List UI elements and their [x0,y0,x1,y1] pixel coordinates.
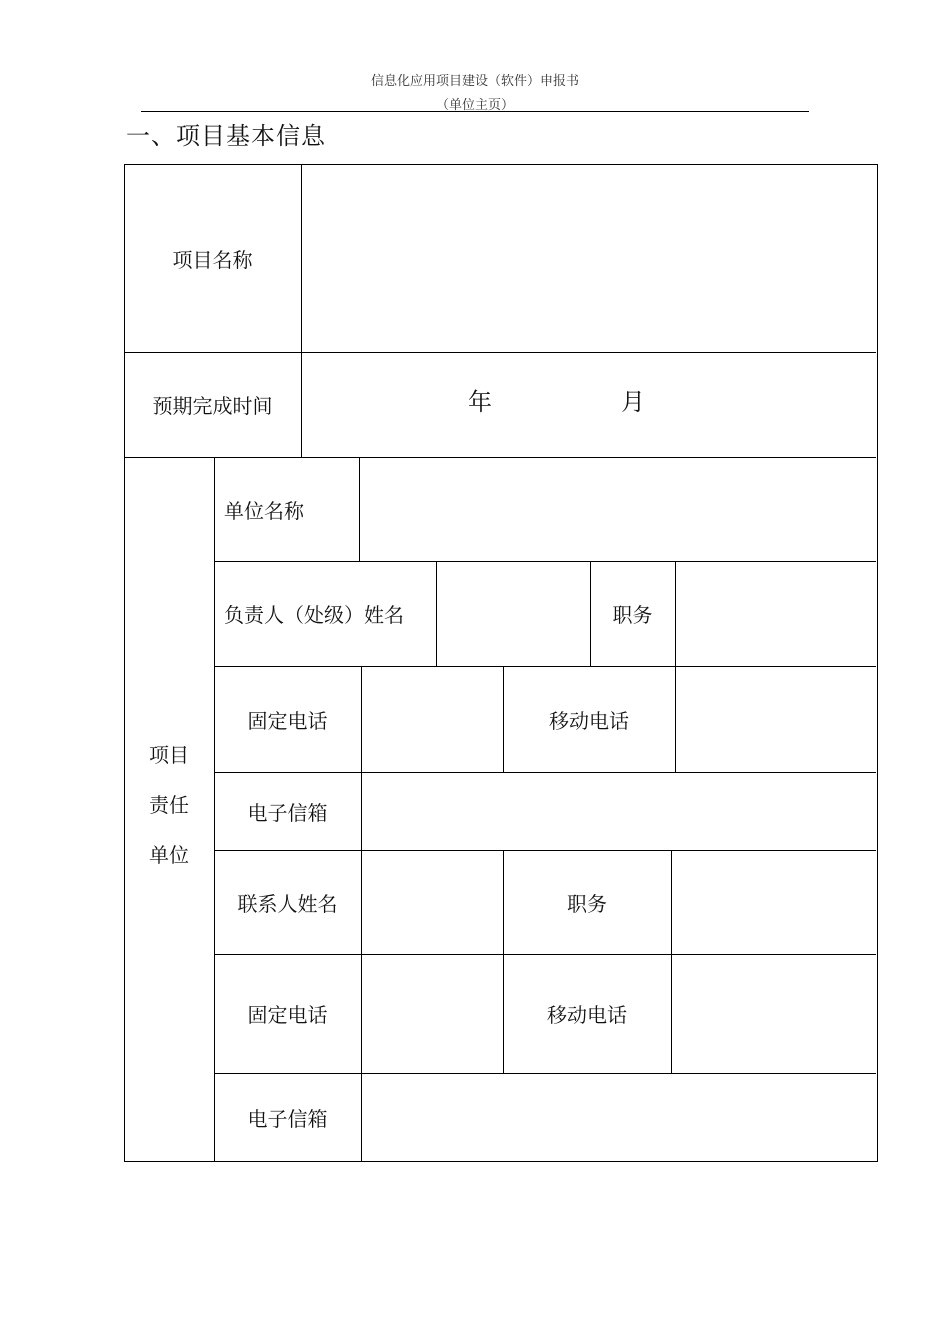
leader-email-field[interactable] [362,772,876,850]
group-label-line-2: 责任 [149,793,189,817]
contact-name-label: 联系人姓名 [237,891,338,916]
contact-mobile-label: 移动电话 [547,1003,627,1027]
unit-name-label: 单位名称 [224,498,304,523]
year-unit: 年 [468,388,492,416]
contact-title-field[interactable] [672,850,876,954]
leader-email-label: 电子信箱 [247,800,328,825]
contact-email-label: 电子信箱 [247,1106,328,1131]
leader-name-label: 负责人（处级）姓名 [224,603,404,627]
document-header-title: 信息化应用项目建设（软件）申报书 [370,74,579,89]
leader-phone-field[interactable] [362,666,503,772]
leader-title-field[interactable] [676,561,876,666]
completion-time-field[interactable] [302,352,876,457]
project-name-field[interactable] [302,164,876,352]
section-heading: 一、项目基本信息 [126,122,326,150]
contact-title-label: 职务 [567,891,607,916]
leader-phone-label: 固定电话 [247,708,328,733]
contact-phone-field[interactable] [362,954,503,1073]
contact-phone-label: 固定电话 [247,1003,328,1027]
leader-mobile-field[interactable] [676,666,876,772]
month-unit: 月 [621,388,645,416]
project-info-table [124,164,878,1162]
contact-mobile-field[interactable] [672,954,876,1073]
responsible-unit-group-label [124,730,214,880]
project-name-label: 项目名称 [172,247,253,272]
header-divider [141,111,809,112]
completion-time-label: 预期完成时间 [152,394,273,418]
leader-mobile-label: 移动电话 [549,708,629,733]
contact-email-field[interactable] [362,1073,876,1161]
contact-name-field[interactable] [362,850,503,954]
unit-name-field[interactable] [360,457,876,561]
leader-title-label: 职务 [612,603,653,627]
document-header-subtitle: （单位主页） [435,98,514,113]
table-right-edge [877,164,878,1162]
leader-name-field[interactable] [437,561,590,666]
group-label-line-1: 项目 [149,743,189,767]
group-label-line-3: 单位 [149,843,189,867]
